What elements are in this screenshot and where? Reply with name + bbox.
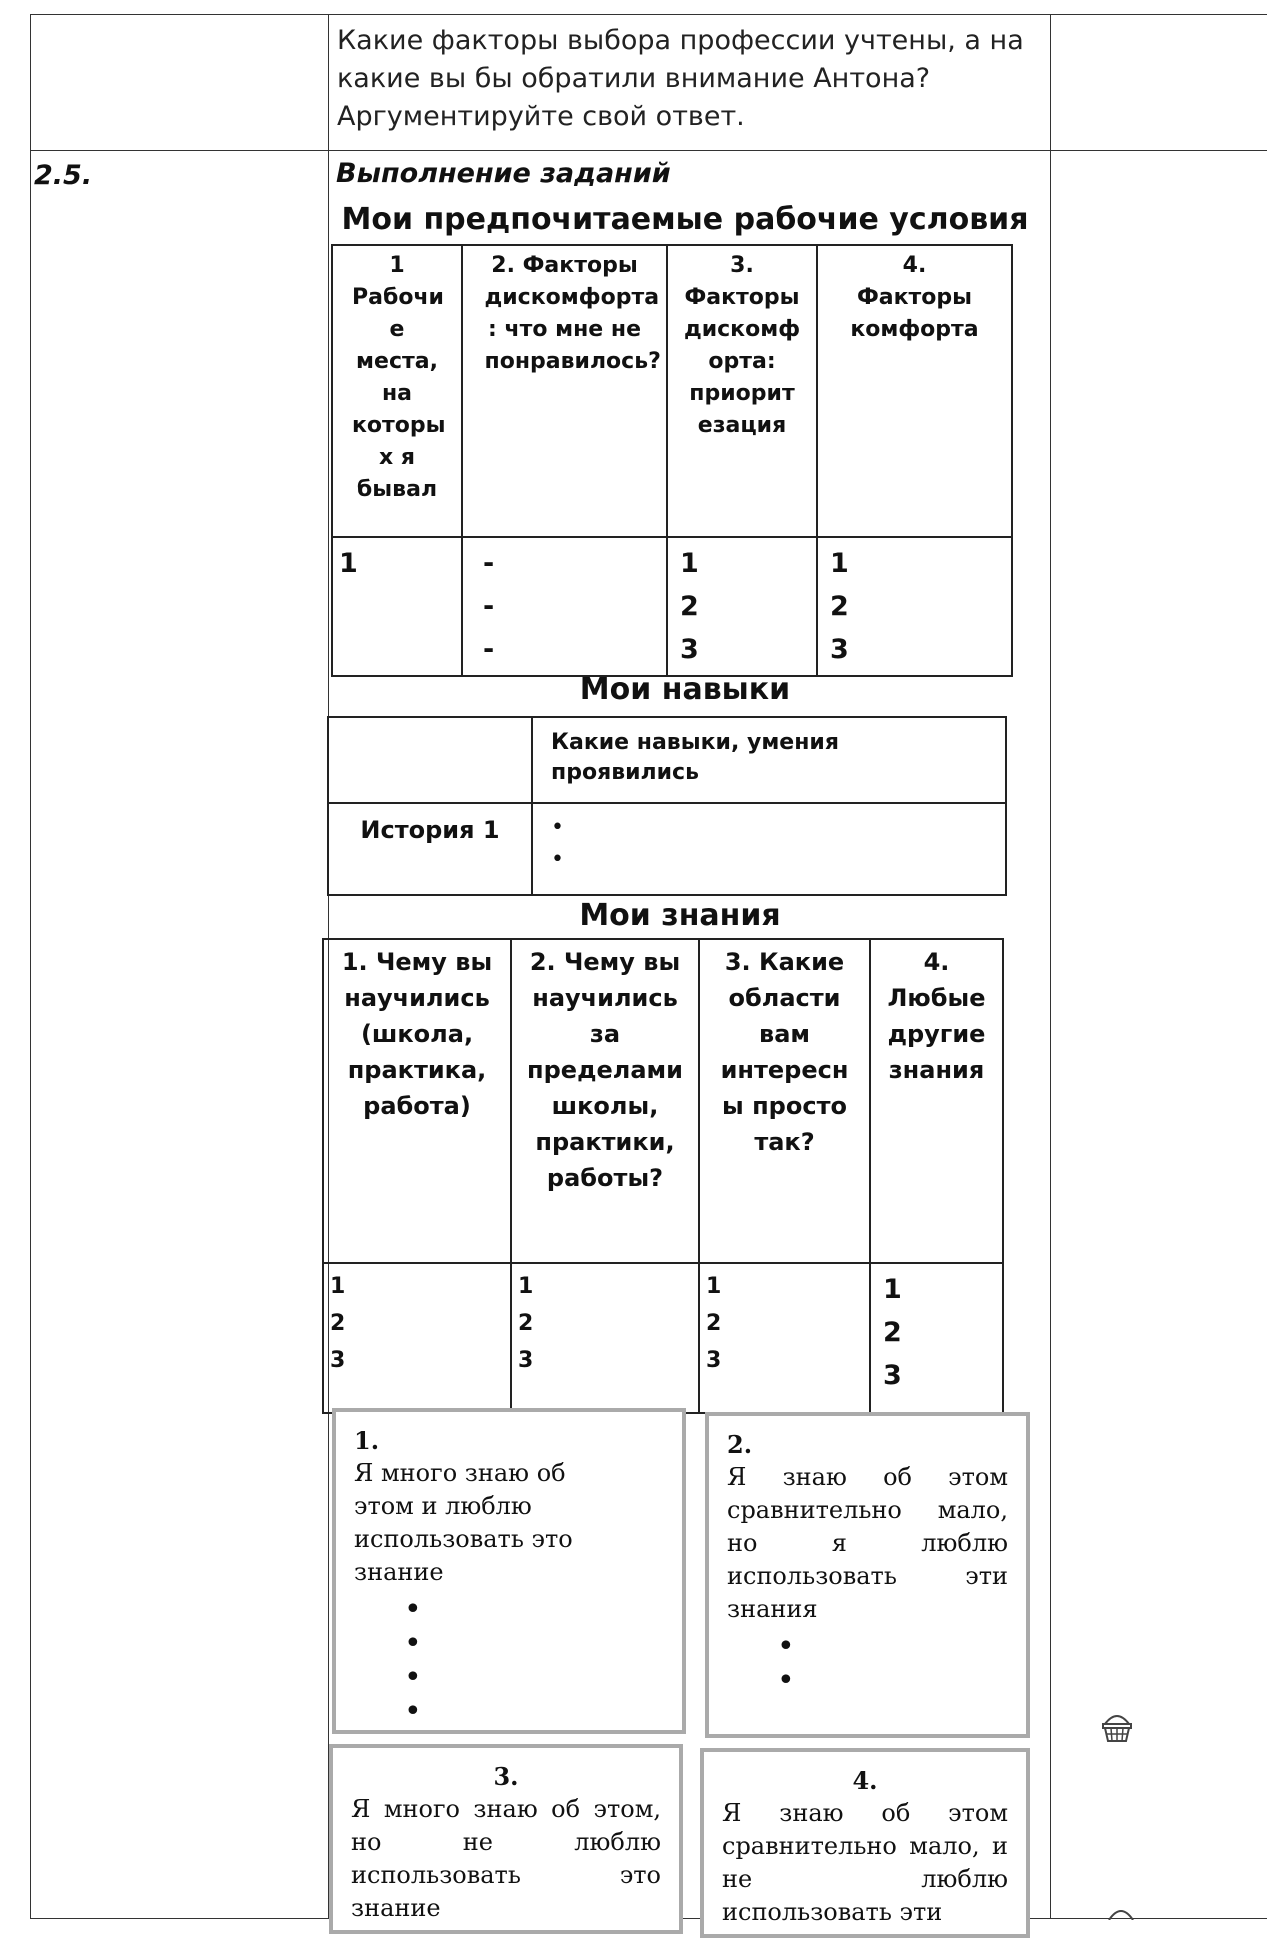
bullet bbox=[404, 1627, 664, 1661]
bullet bbox=[777, 1664, 1008, 1698]
box-text: Я много знаю об этом, но не люблю использовать это знание bbox=[351, 1795, 661, 1922]
knowledge-cell-4: 1 2 3 bbox=[870, 1263, 1003, 1413]
knowledge-header-1: 1. Чему вы научились (школа, практика, работа) bbox=[323, 939, 511, 1263]
conditions-cell-4: 1 2 3 bbox=[817, 537, 1012, 676]
top-border bbox=[30, 14, 1267, 15]
knowledge-cell-2: 1 2 3 bbox=[511, 1263, 699, 1413]
conditions-cell-2: - - - bbox=[462, 537, 667, 676]
bullet bbox=[404, 1661, 664, 1695]
section-number: 2.5. bbox=[34, 160, 93, 191]
box-number: 2. bbox=[727, 1430, 753, 1459]
conditions-header-4: 4. Факторы комфорта bbox=[817, 245, 1012, 537]
box-bullets bbox=[354, 1593, 664, 1729]
knowledge-header-3: 3. Какие области вам интересн ы просто так? bbox=[699, 939, 870, 1263]
conditions-header-3: 3. Факторы дискомф орта: приорит езация bbox=[667, 245, 817, 537]
box-number: 1. bbox=[354, 1426, 380, 1455]
skills-header: Какие навыки, умения проявились bbox=[532, 717, 1006, 803]
knowledge-header-4: 4. Любые другие знания bbox=[870, 939, 1003, 1263]
row-divider bbox=[30, 150, 1267, 151]
box-number: 4. bbox=[852, 1766, 878, 1795]
knowledge-table bbox=[322, 938, 1004, 1414]
knowledge-cell-3: 1 2 3 bbox=[699, 1263, 870, 1413]
bullet bbox=[404, 1593, 664, 1627]
skills-table bbox=[327, 716, 1007, 896]
bullet bbox=[777, 1630, 1008, 1664]
skills-row-label: История 1 bbox=[328, 803, 532, 895]
conditions-cell-1: 1 bbox=[332, 537, 462, 676]
conditions-header-1: 1 Рабочи е места, на которы х я бывал bbox=[332, 245, 462, 537]
skills-title: Мои навыки bbox=[579, 672, 791, 707]
intro-question: Какие факторы выбора профессии учтены, а на какие вы бы обратили внимание Антона? Аргументируйте свой ответ. bbox=[337, 25, 1024, 132]
knowledge-cell-1: 1 2 3 bbox=[323, 1263, 511, 1413]
box-text: Я много знаю об этом и люблю использовать это знание bbox=[354, 1459, 573, 1586]
knowledge-header-2: 2. Чему вы научились за пределами школы, практики, работы? bbox=[511, 939, 699, 1263]
left-border bbox=[30, 14, 31, 1918]
section-subtitle: Выполнение заданий bbox=[336, 158, 671, 189]
skills-header-empty bbox=[328, 717, 532, 803]
conditions-header-2: 2. Факторы дискомфорта : что мне не понравилось? bbox=[462, 245, 667, 537]
conditions-table bbox=[331, 244, 1013, 677]
knowledge-title: Мои знания bbox=[579, 898, 781, 933]
box-bullets bbox=[727, 1630, 1008, 1698]
box-text: Я знаю об этом сравнительно мало, и не люблю использовать эти bbox=[722, 1799, 1008, 1926]
conditions-title: Мои предпочитаемые рабочие условия bbox=[341, 202, 1029, 237]
column-divider-2 bbox=[1050, 14, 1051, 1918]
knowledge-box-2 bbox=[705, 1412, 1030, 1738]
conditions-cell-3: 1 2 3 bbox=[667, 537, 817, 676]
knowledge-box-4 bbox=[700, 1748, 1030, 1938]
basket-icon bbox=[1103, 1900, 1139, 1920]
bullet bbox=[404, 1695, 664, 1729]
skills-bullets: • • bbox=[532, 803, 1006, 895]
box-number: 3. bbox=[493, 1762, 519, 1791]
basket-icon bbox=[1099, 1708, 1135, 1744]
box-text: Я знаю об этом сравнительно мало, но я люблю использовать эти знания bbox=[727, 1463, 1008, 1623]
knowledge-box-1 bbox=[332, 1408, 686, 1734]
knowledge-box-3 bbox=[329, 1744, 683, 1934]
